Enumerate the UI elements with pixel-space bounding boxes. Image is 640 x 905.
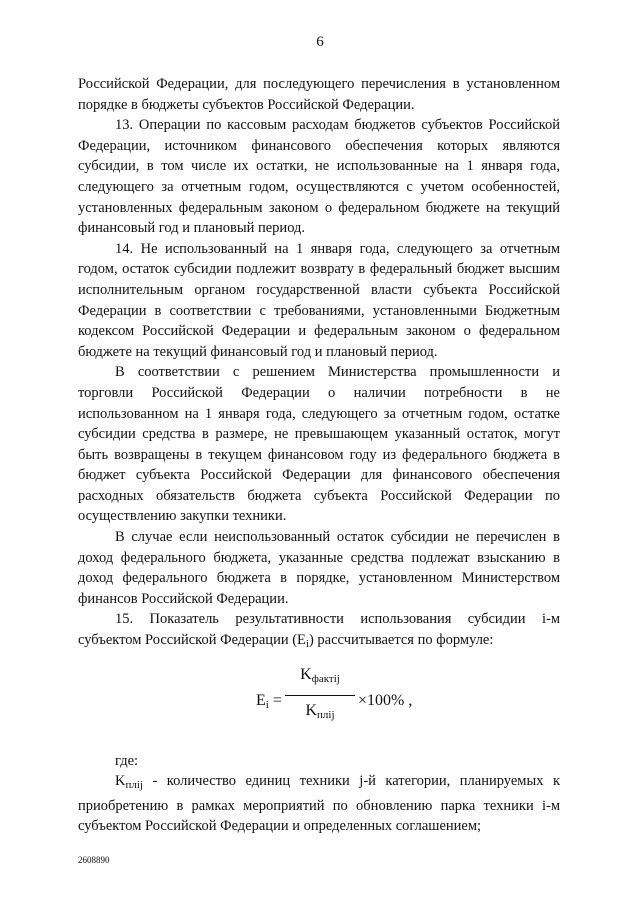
document-code: 2608890 xyxy=(78,855,110,865)
document-body xyxy=(78,74,560,837)
paragraph-14-decision: В соответствии с решением Министерства промышленности и торговли Российской Федерации о наличии потребности в не использованном на 1 января года, следующего за отчетным годом, остатке субсидии средства в размере, не превышающем указанный остаток, могут быть возвращены в текущем финансовом году из федерального бюджета в бюджет субъекта Российской Федерации для финансового обеспечения расходных обязательств бюджета субъекта Российской Федерации по осуществлению закупки техники. xyxy=(78,364,560,525)
formula-denominator xyxy=(285,701,355,726)
paragraph-15 xyxy=(78,609,560,654)
where-label: где: xyxy=(115,752,139,769)
page-number: 6 xyxy=(316,34,324,50)
formula-lhs xyxy=(256,691,282,716)
paragraph-continuation: Российской Федерации, для последующего перечисления в установленном порядке в бюджеты субъектов Российской Федерации. xyxy=(78,76,560,113)
paragraph-14-recovery: В случае если неиспользованный остаток субсидии не перечислен в доход федерального бюджета, указанные средства подлежат взысканию в доход федерального бюджета в порядке, установленном Министерством финансов Российской Федерации. xyxy=(78,529,560,607)
definition-symbol: K xyxy=(115,773,126,790)
paragraph-15-text-a: 15. Показатель результативности использования субсидии i-м субъектом Российской Федерации (E xyxy=(78,611,560,649)
paragraph-14: 14. Не использованный на 1 января года, следующего за отчетным годом, остаток субсидии подлежит возврату в федеральный бюджет высшим исполнительным органом государственной власти субъекта Российской Федерации в соответствии с требованиями, установленными Бюджетным кодексом Российской Федерации и федеральным законом о федеральном бюджете на текущий финансовый год и плановый период. xyxy=(78,240,560,360)
formula-comma: , xyxy=(404,691,413,709)
formula xyxy=(78,657,560,747)
paragraph-15-subscript: i xyxy=(305,638,309,651)
definition-kplij xyxy=(78,771,560,837)
formula-denominator-symbol: K xyxy=(305,701,318,719)
formula-lhs-symbol: E xyxy=(256,691,266,709)
formula-multiplier xyxy=(358,691,412,712)
formula-times-percent: ×100% xyxy=(358,691,405,709)
formula-numerator xyxy=(285,665,355,690)
definition-subscript: плij xyxy=(125,779,143,792)
formula-denominator-subscript: плij xyxy=(317,708,335,721)
paragraph-13: 13. Операции по кассовым расходам бюджетов субъектов Российской Федерации, источником финансового обеспечения которых являются субсидии, в том числе их остатки, не использованные на 1 января года, следующего за отчетным годом, осуществляются с учетом особенностей, установленных федеральным законом о федеральном бюджете на текущий финансовый год и плановый период. xyxy=(78,117,560,237)
paragraph-15-text-b: ) рассчитывается по формуле: xyxy=(308,632,494,649)
formula-numerator-subscript: фактij xyxy=(311,672,340,685)
fraction-bar xyxy=(285,695,355,696)
definition-text: - количество единиц техники j-й категории, планируемых к приобретению в рамках мероприятий по обновлению парка техники i-м субъектом Российской Федерации и определенных соглашением; xyxy=(78,773,560,835)
formula-equals: = xyxy=(268,691,282,709)
formula-numerator-symbol: K xyxy=(300,665,312,683)
formula-lhs-subscript: i xyxy=(265,698,269,711)
